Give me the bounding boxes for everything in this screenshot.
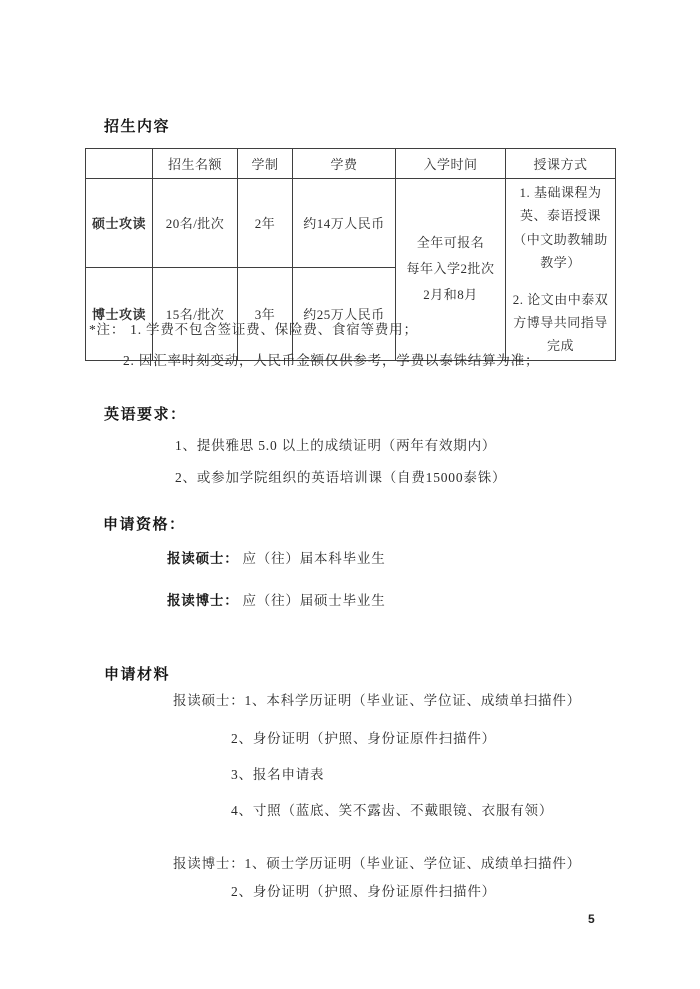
materials-master-label: 报读硕士：	[173, 693, 245, 708]
page-number: 5	[588, 912, 595, 926]
section-heading-materials: 申请材料	[104, 666, 171, 683]
table-header-tuition: 学费	[293, 149, 396, 179]
section-heading-english: 英语要求：	[104, 406, 187, 423]
qualification-master-label: 报读硕士：	[167, 551, 239, 566]
english-item-1: 1、提供雅思 5.0 以上的成绩证明（两年有效期内）	[175, 438, 497, 453]
materials-master-item-4: 4、寸照（蓝底、笑不露齿、不戴眼镜、衣服有领）	[231, 803, 554, 818]
materials-master-line-1	[173, 693, 581, 710]
cell-doctor-duration: 3年	[238, 267, 293, 360]
materials-doctor-line-1	[173, 856, 581, 873]
row-label-doctor: 博士攻读	[86, 267, 153, 360]
materials-doctor-label: 报读博士：	[173, 856, 245, 871]
section-heading-qualifications: 申请资格：	[103, 516, 186, 533]
table-header-row	[86, 149, 616, 179]
cell-master-duration: 2年	[238, 179, 293, 268]
section-heading-enrollment: 招生内容	[104, 118, 171, 135]
qualification-doctor-label: 报读博士：	[167, 593, 239, 608]
teaching-method-item-1: 1. 基础课程为英、泰语授课（中文助教辅助教学）	[513, 185, 608, 271]
table-header-blank	[86, 149, 153, 179]
cell-doctor-tuition: 约25万人民币	[293, 267, 396, 360]
cell-doctor-quota: 15名/批次	[153, 267, 238, 360]
qualification-master	[167, 551, 386, 568]
english-item-2: 2、或参加学院组织的英语培训课（自费15000泰铢）	[175, 470, 507, 485]
notes-label: *注：	[89, 322, 126, 337]
table-header-admission-time: 入学时间	[396, 149, 506, 179]
admission-time-line-2: 每年入学2批次	[406, 261, 495, 277]
materials-doctor-item-1: 1、硕士学历证明（毕业证、学位证、成绩单扫描件）	[244, 856, 581, 871]
materials-doctor-item-2: 2、身份证明（护照、身份证原件扫描件）	[231, 884, 496, 899]
table-header-quota: 招生名额	[153, 149, 238, 179]
notes-item-2: 2. 因汇率时刻变动，人民币金额仅供参考，学费以泰铢结算为准；	[123, 353, 540, 368]
admission-time-line-1: 全年可报名	[416, 235, 485, 251]
table-header-duration: 学制	[238, 149, 293, 179]
materials-master-item-3: 3、报名申请表	[231, 767, 325, 782]
teaching-method-item-2: 2. 论文由中泰双方博导共同指导完成	[512, 291, 609, 354]
row-label-master: 硕士攻读	[86, 179, 153, 268]
materials-master-item-1: 1、本科学历证明（毕业证、学位证、成绩单扫描件）	[244, 693, 581, 708]
notes-line-1	[89, 322, 418, 339]
cell-teaching-method	[506, 179, 616, 361]
notes-item-1: 1. 学费不包含签证费、保险费、食宿等费用；	[130, 322, 418, 337]
qualification-doctor	[167, 593, 386, 610]
table-row-master	[86, 179, 616, 268]
materials-master-item-2: 2、身份证明（护照、身份证原件扫描件）	[231, 731, 496, 746]
admission-time-line-3: 2月和8月	[423, 287, 478, 303]
table-header-teaching-method: 授课方式	[506, 149, 616, 179]
cell-master-quota: 20名/批次	[153, 179, 238, 268]
qualification-doctor-text: 应（往）届硕士毕业生	[242, 593, 386, 608]
qualification-master-text: 应（往）届本科毕业生	[242, 551, 386, 566]
cell-master-tuition: 约14万人民币	[293, 179, 396, 268]
